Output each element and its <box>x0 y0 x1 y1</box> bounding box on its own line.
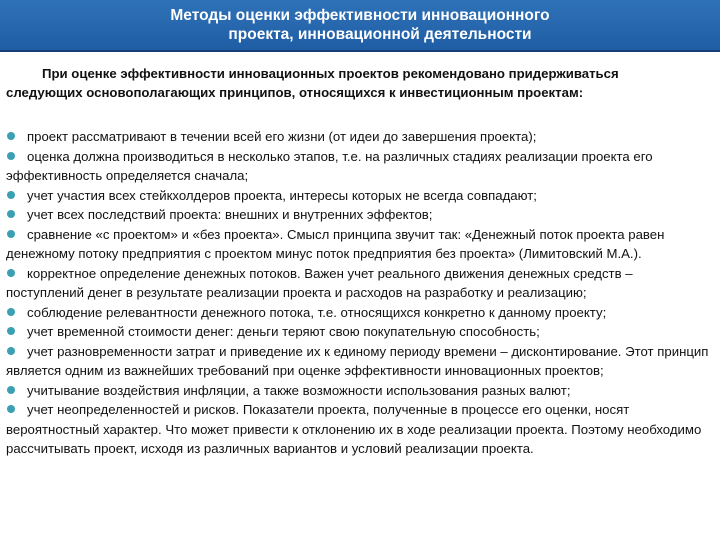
list-item <box>6 147 712 186</box>
bullet-icon <box>7 405 15 413</box>
list-item-text: проект рассматривают в течении всей его жизни (от идеи до завершения проекта); <box>27 129 537 144</box>
bullet-icon <box>7 269 15 277</box>
bullet-icon <box>7 230 15 238</box>
list-item-text: сравнение «с проектом» и «без проекта». Смысл принципа звучит так: «Денежный поток проекта равен денежному потоку предприятия с проектом минус поток предприятия без проекта» (Лимитовский М.А.). <box>6 226 665 261</box>
bullet-icon <box>7 308 15 316</box>
list-item-text: соблюдение релевантности денежного потока, т.е. относящихся конкретно к данному проекту; <box>27 304 607 320</box>
list-item <box>6 186 712 206</box>
list-item <box>6 264 712 303</box>
intro-paragraph <box>6 64 712 102</box>
slide-title-line-1: Методы оценки эффективности инновационного <box>170 7 550 24</box>
list-item <box>6 205 712 225</box>
list-item <box>6 342 712 381</box>
slide-title <box>0 0 720 52</box>
list-item <box>6 225 712 264</box>
list-item <box>6 400 712 459</box>
bullet-icon <box>7 152 15 160</box>
list-item-text: учет участия всех стейкхолдеров проекта, интересы которых не всегда совпадают; <box>27 187 537 203</box>
list-item-text: учет всех последствий проекта: внешних и внутренних эффектов; <box>27 207 433 222</box>
list-item <box>6 127 712 147</box>
list-item-text: корректное определение денежных потоков. Важен учет реального движения денежных средств – поступлений денег в результате реализации проекта и расходов на разработку и реализацию; <box>6 265 633 300</box>
list-item-text: учет разновременности затрат и приведение их к единому периоду времени – дисконтирование. Этот принцип является одним из важнейших требований при оценке эффективности инновационных проектов; <box>6 343 709 378</box>
bullet-icon <box>7 132 15 140</box>
list-item-text: учитывание воздействия инфляции, а также возможности использования разных валют; <box>27 382 571 398</box>
intro-line-1: При оценке эффективности инновационных проектов рекомендовано придерживаться <box>42 66 619 81</box>
list-item-text: оценка должна производиться в несколько этапов, т.е. на различных стадиях реализации проекта его эффективность определяется сначала; <box>6 148 653 183</box>
bullet-icon <box>7 191 15 199</box>
principles-list <box>6 127 712 459</box>
list-item-text: учет временной стоимости денег: деньги теряют свою покупательную способность; <box>27 324 540 339</box>
slide-title-line-2: проекта, инновационной деятельности <box>228 26 532 43</box>
list-item-text: учет неопределенностей и рисков. Показатели проекта, полученные в процессе его оценки, носят вероятностный характер. Что может привести к отклонению их в ходе реализации проекта. Поэтому необходимо рассчитывать проект, исходя из различных вариантов и условий реализации проекта. <box>6 402 702 456</box>
list-item <box>6 322 712 342</box>
intro-line-2: следующих основополагающих принципов, относящихся к инвестиционным проектам: <box>6 85 584 100</box>
list-item <box>6 381 712 401</box>
bullet-icon <box>7 210 15 218</box>
bullet-icon <box>7 386 15 394</box>
bullet-icon <box>7 347 15 355</box>
list-item <box>6 303 712 323</box>
bullet-icon <box>7 327 15 335</box>
